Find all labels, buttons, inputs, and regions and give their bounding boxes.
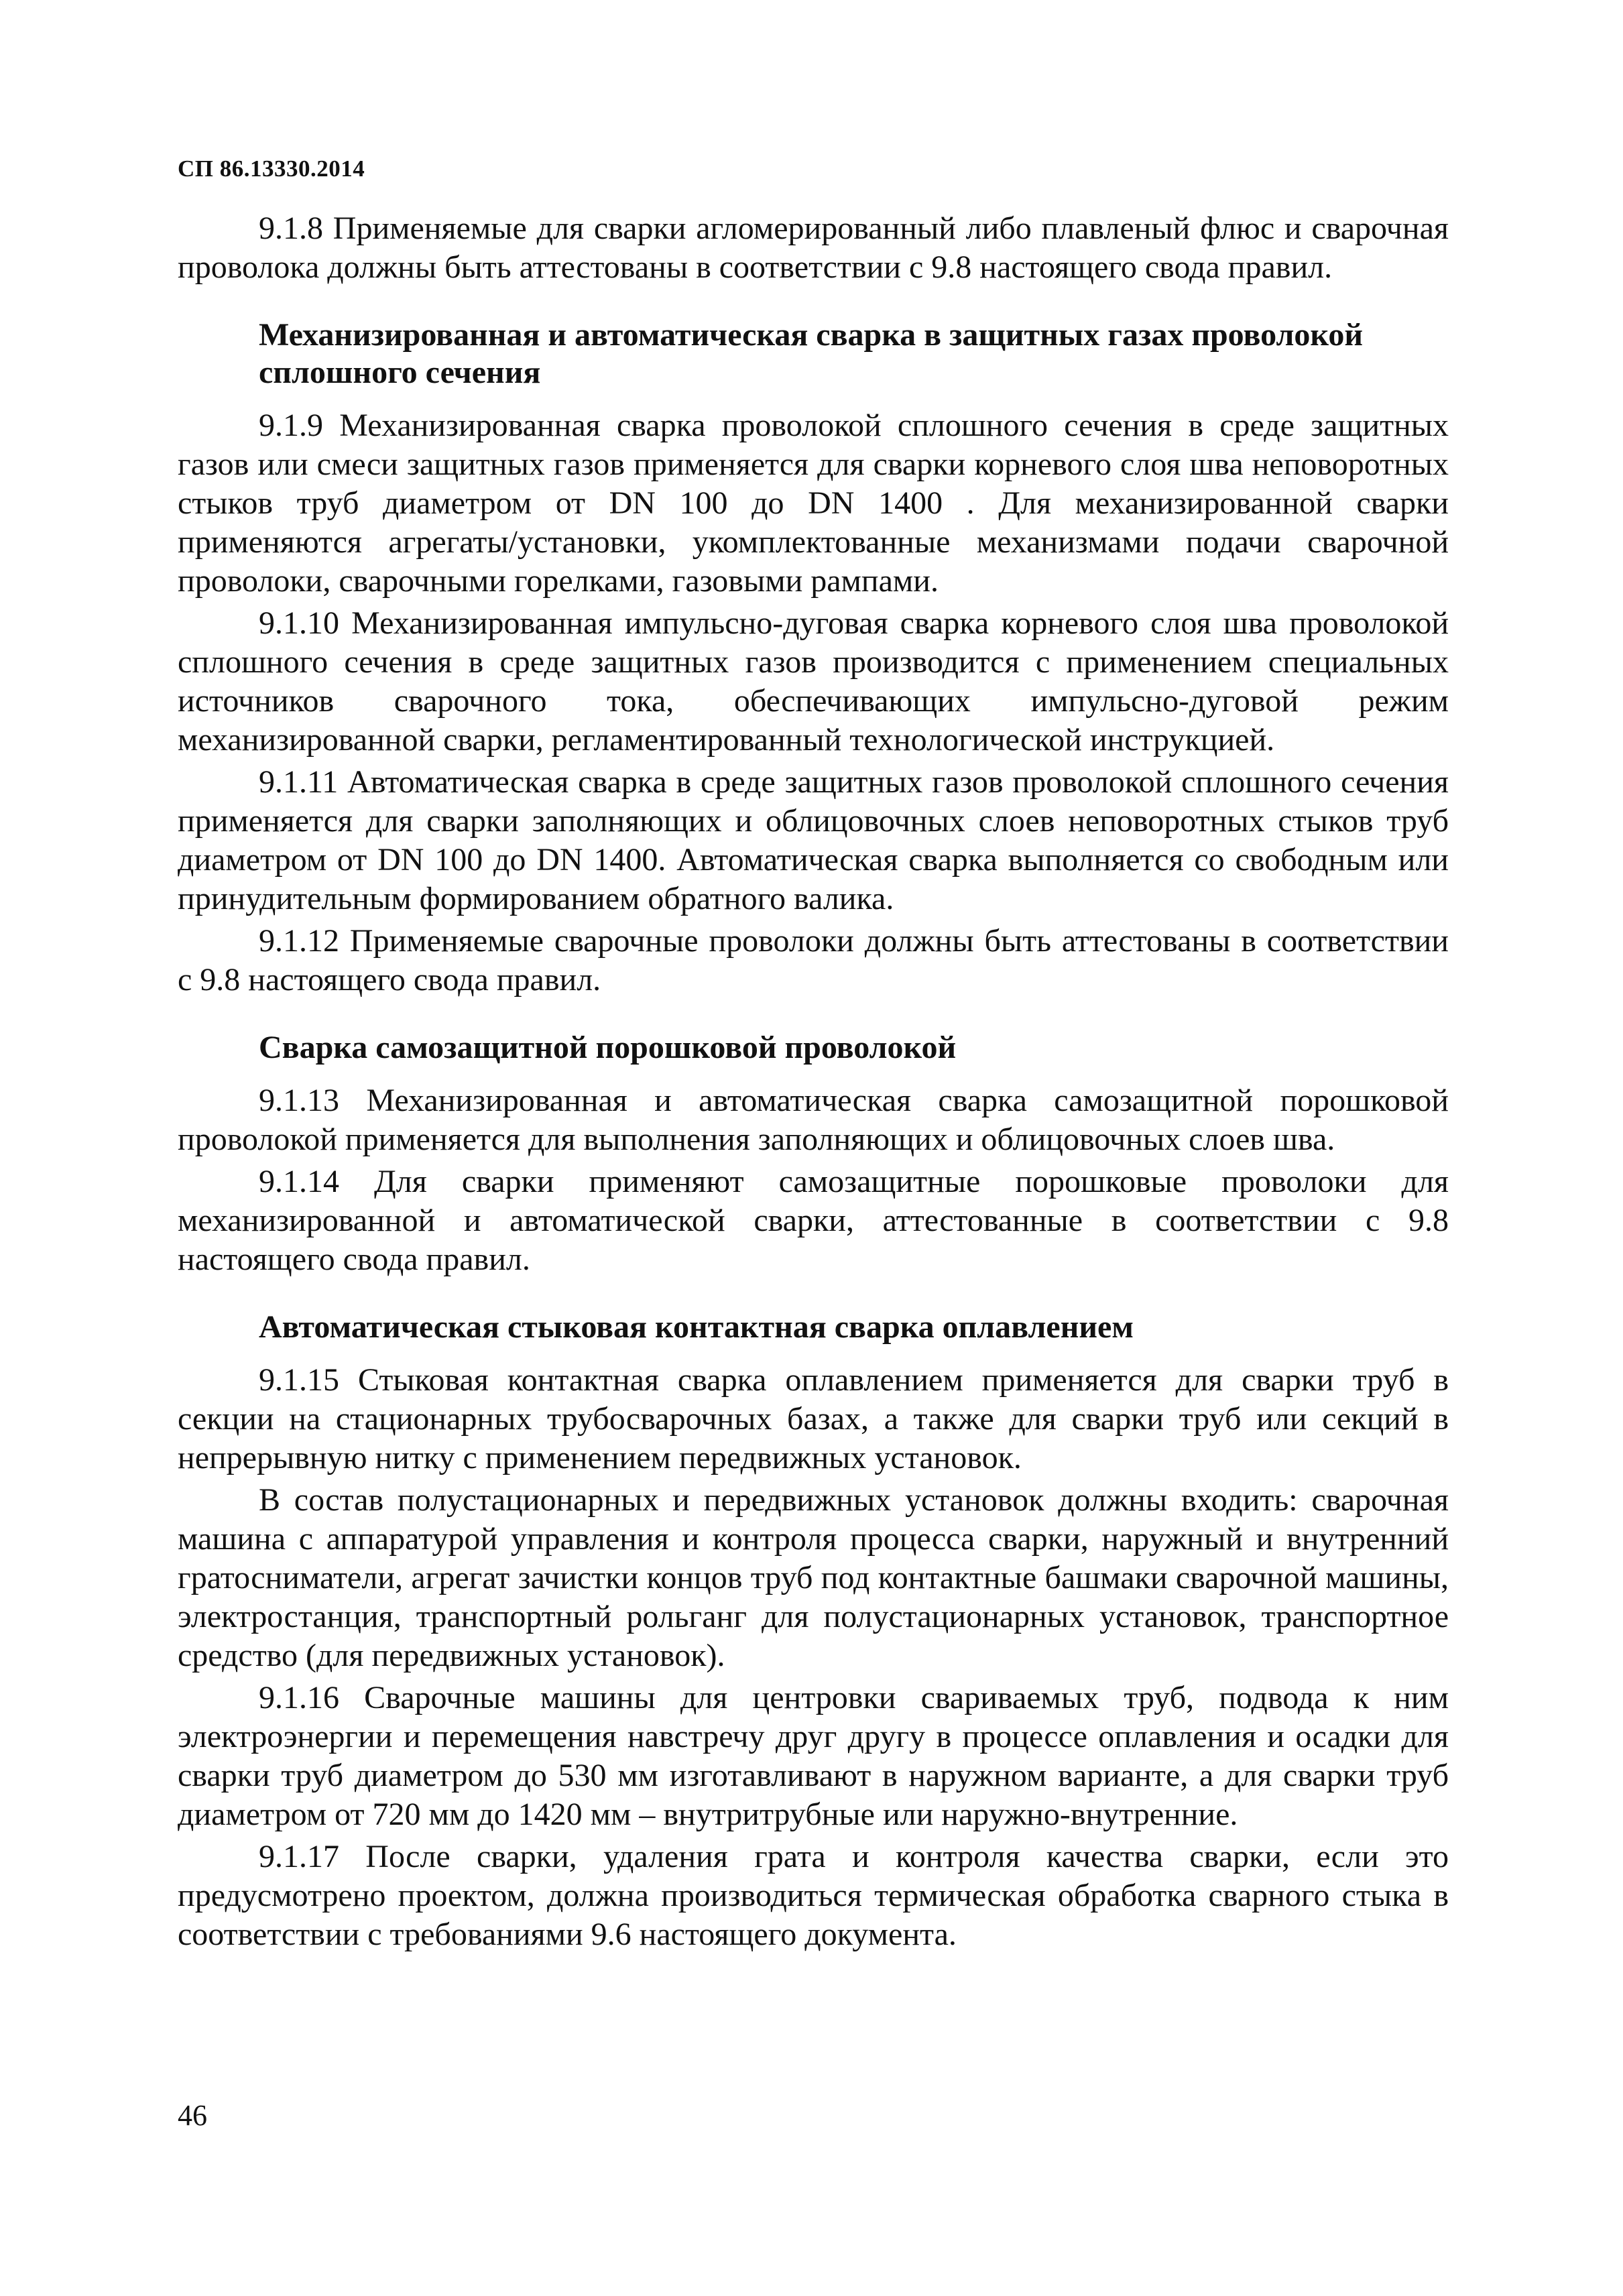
paragraph-9-1-9: 9.1.9 Механизированная сварка проволокой сплошного сечения в среде защитных газов или смеси защитных газов применяется для сварки корневого слоя шва неповоротных стыков труб диаметром от DN 100 до DN 1400 . Для механизированной сварки применяются агрегаты/установки, укомплектованные механизмами подачи сварочной проволоки, сварочными горелками, газовыми рампами. — [178, 408, 1449, 599]
section-heading: Сварка самозащитной порошковой проволокой — [259, 1030, 957, 1065]
section-heading: Автоматическая стыковая контактная сварка оплавлением — [259, 1309, 1134, 1345]
paragraph-9-1-15-continued: В состав полустационарных и передвижных установок должны входить: сварочная машина с аппаратурой управления и контроля процесса сварки, наружный и внутренний гратосниматели, агрегат зачистки концов труб под контактные башмаки сварочной машины, электростанция, транспортный рольганг для полустационарных установок, транспортное средство (для передвижных установок). — [178, 1482, 1449, 1673]
page-number: 46 — [178, 2099, 207, 2132]
paragraph-9-1-13: 9.1.13 Механизированная и автоматическая сварка самозащитной порошковой проволокой применяется для выполнения заполняющих и облицовочных слоев шва. — [178, 1083, 1449, 1157]
paragraph-9-1-17: 9.1.17 После сварки, удаления грата и контроля качества сварки, если это предусмотрено проектом, должна производиться термическая обработка сварного стыка в соответствии с требованиями 9.6 настоящего документа. — [178, 1839, 1449, 1952]
paragraph-9-1-16: 9.1.16 Сварочные машины для центровки свариваемых труб, подвода к ним электроэнергии и перемещения навстречу друг другу в процессе оплавления и осадки для сварки труб диаметром до 530 мм изготавливают в наружном варианте, а для сварки труб диаметром от 720 мм до 1420 мм – внутритрубные или наружно-внутренние. — [178, 1680, 1449, 1832]
paragraph-9-1-12: 9.1.12 Применяемые сварочные проволоки должны быть аттестованы в соответствии с 9.8 настоящего свода правил. — [178, 923, 1449, 998]
paragraph-9-1-10: 9.1.10 Механизированная импульсно-дуговая сварка корневого слоя шва проволокой сплошного сечения в среде защитных газов производится с применением специальных источников сварочного тока, обеспечивающих импульсно-дуговой режим механизированной сварки, регламентированный технологической инструкцией. — [178, 605, 1449, 758]
paragraph-9-1-11: 9.1.11 Автоматическая сварка в среде защитных газов проволокой сплошного сечения применяется для сварки заполняющих и облицовочных слоев неповоротных стыков труб диаметром от DN 100 до DN 1400. Автоматическая сварка выполняется со свободным или принудительным формированием обратного валика. — [178, 764, 1449, 916]
section-heading: Механизированная и автоматическая сварка в защитных газах проволокой сплошного сечения — [259, 317, 1364, 390]
paragraph-9-1-14: 9.1.14 Для сварки применяют самозащитные порошковые проволоки для механизированной и автоматической сварки, аттестованные в соответствии с 9.8 настоящего свода правил. — [178, 1164, 1449, 1277]
document-body — [178, 209, 1449, 1954]
paragraph-9-1-8: 9.1.8 Применяемые для сварки агломерированный либо плавленый флюс и сварочная проволока должны быть аттестованы в соответствии с 9.8 настоящего свода правил. — [178, 210, 1449, 285]
paragraph-9-1-15: 9.1.15 Стыковая контактная сварка оплавлением применяется для сварки труб в секции на стационарных трубосварочных базах, а также для сварки труб или секций в непрерывную нитку с применением передвижных установок. — [178, 1362, 1449, 1475]
document-header: СП 86.13330.2014 — [178, 156, 365, 182]
